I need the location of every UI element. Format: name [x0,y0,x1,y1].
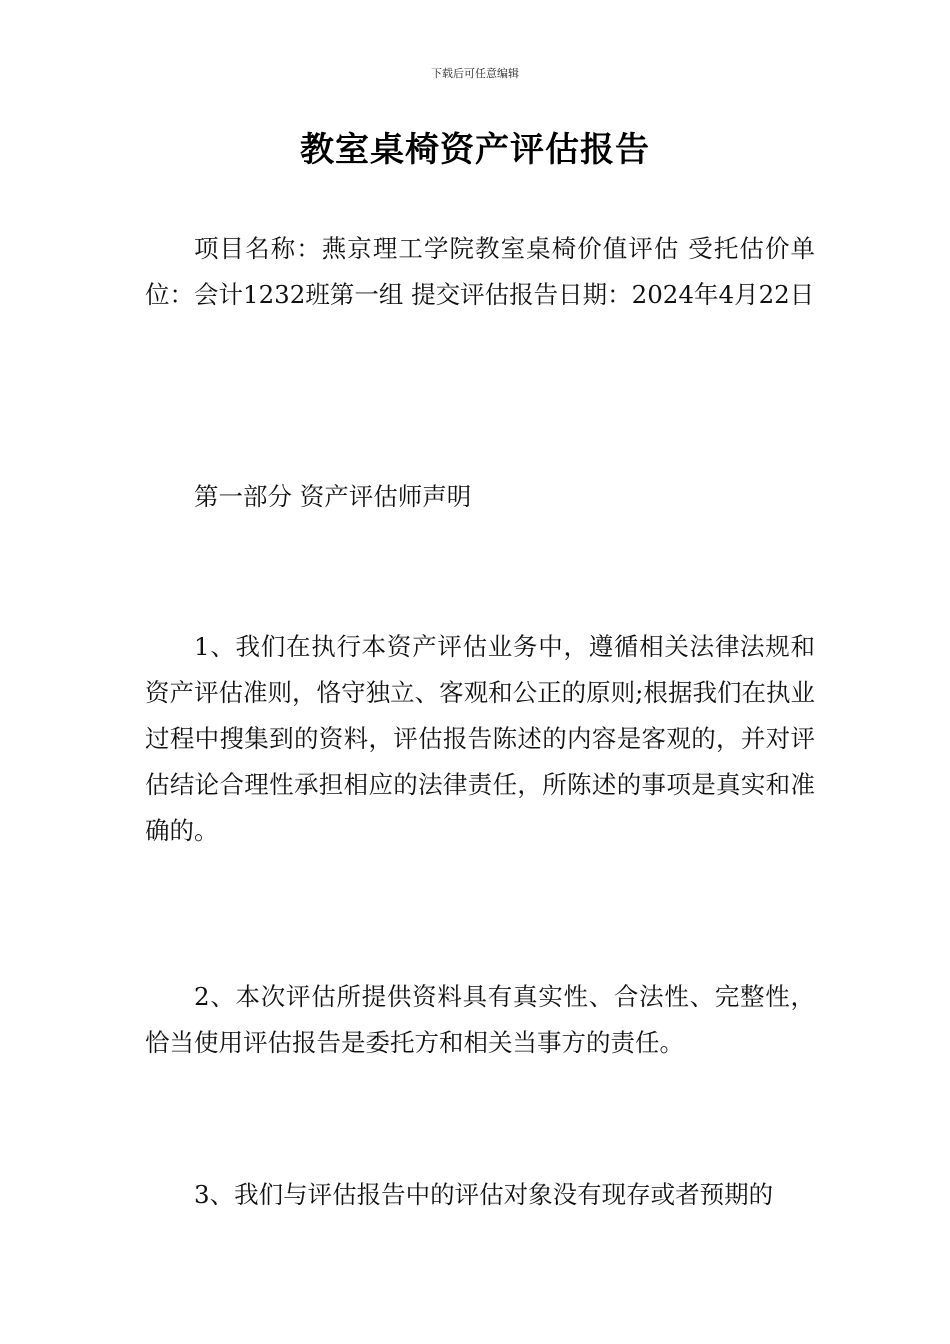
document-title: 教室桌椅资产评估报告 [300,130,650,170]
header-note: 下载后可任意编辑 [431,67,519,80]
statement-paragraph-2: 2、本次评估所提供资料具有真实性、合法性、完整性，恰当使用评估报告是委托方和相关当事方的责任。 [145,982,815,1057]
statement-paragraph-3: 3、我们与评估报告中的评估对象没有现存或者预期的 [194,1180,774,1209]
section-heading-part-one: 第一部分 资产评估师声明 [194,482,472,511]
project-info-paragraph: 项目名称：燕京理工学院教室桌椅价值评估 受托估价单位：会计1232班第一组 提交评估报告日期：2024年4月22日 [145,234,815,309]
statement-paragraph-1: 1、我们在执行本资产评估业务中，遵循相关法律法规和资产评估准则，恪守独立、客观和公正的原则;根据我们在执业过程中搜集到的资料，评估报告陈述的内容是客观的，并对评估结论合理性承担相应的法律责任，所陈述的事项是真实和准确的。 [145,632,815,845]
